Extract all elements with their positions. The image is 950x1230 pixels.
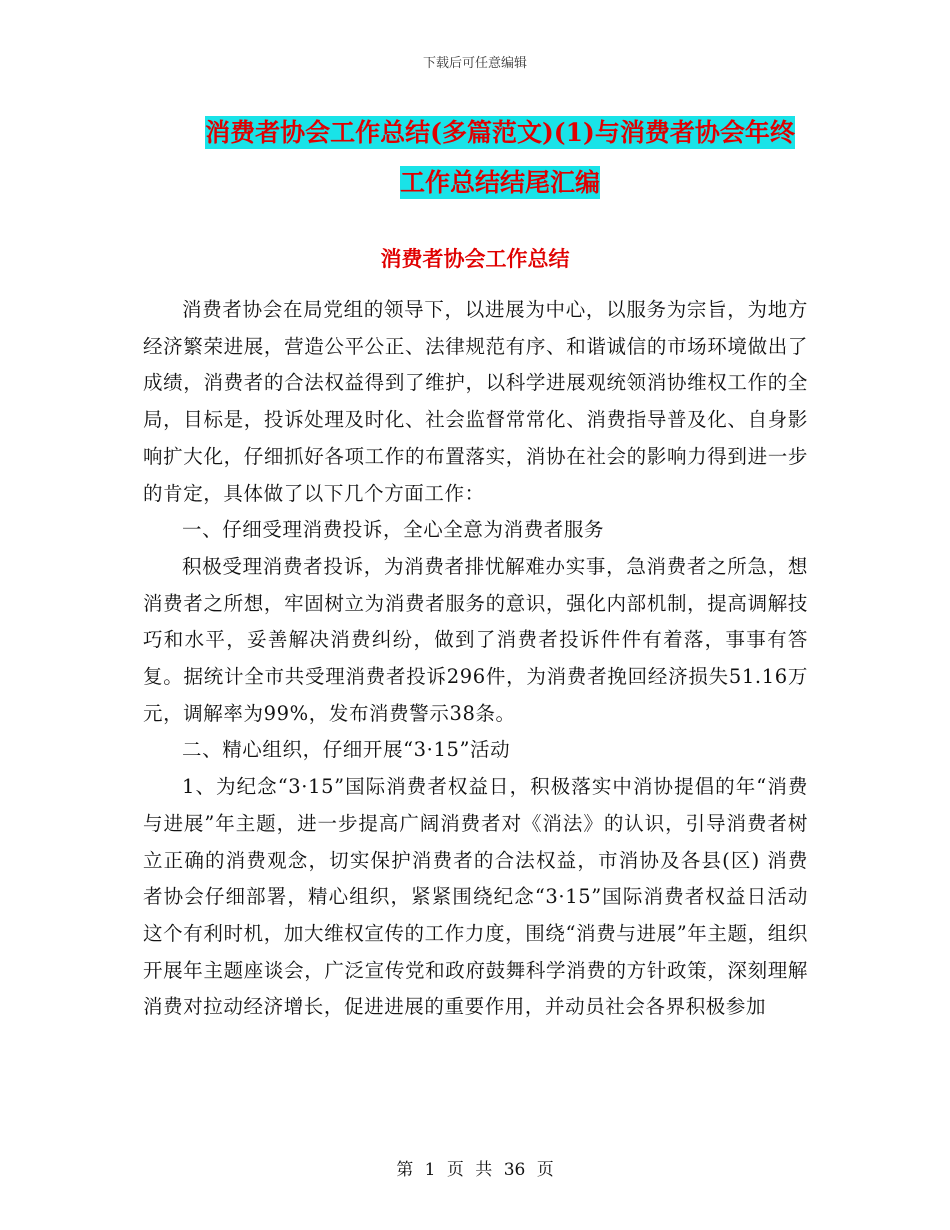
page-footer: 第 1 页 共 36 页 [396,1160,554,1180]
paragraph-315-activity: 1、为纪念“3·15”国际消费者权益日，积极落实中消协提倡的年“消费与进展”年主题，进一步提高广阔消费者对《消法》的认识，引导消费者树立正确的消费观念，切实保护消费者的合法权益，市消协及各县(区) 消费者协会仔细部署，精心组织，紧紧围绕纪念“3·15”国际消费者权益日活动这个有利时机，加大维权宣传的工作力度，围绕“消费与进展”年主题，组织开展年主题座谈会，广泛宣传党和政府鼓舞科学消费的方针政策，深刻理解消费对拉动经济增长，促进进展的重要作用，并动员社会各界积极参加 [143,775,808,1019]
paragraph-heading-2: 二、精心组织，仔细开展“3·15”活动 [182,738,511,762]
header-note: 下载后可任意编辑 [422,56,527,71]
document-title [140,108,860,208]
document-title-line-2: 工作总结结尾汇编 [399,168,600,197]
document-body [143,292,808,1026]
document-title-line-1: 消费者协会工作总结(多篇范文)(1)与消费者协会年终 [205,118,795,147]
paragraph-complaints: 积极受理消费者投诉，为消费者排忧解难办实事，急消费者之所急，想消费者之所想，牢固树立为消费者服务的意识，强化内部机制，提高调解技巧和水平，妥善解决消费纠纷，做到了消费者投诉件件有着落，事事有答复。据统计全市共受理消费者投诉296件，为消费者挽回经济损失51.16万元，调解率为99%，发布消费警示38条。 [143,554,808,725]
paragraph-intro: 消费者协会在局党组的领导下，以进展为中心，以服务为宗旨，为地方经济繁荣进展，营造公平公正、法律规范有序、和谐诚信的市场环境做出了成绩，消费者的合法权益得到了维护，以科学进展观统领消协维权工作的全局，目标是，投诉处理及时化、社会监督常常化、消费指导普及化、自身影响扩大化，仔细抓好各项工作的布置落实，消协在社会的影响力得到进一步的肯定，具体做了以下几个方面工作： [143,298,808,505]
paragraph-heading-1: 一、仔细受理消费投诉，全心全意为消费者服务 [182,518,605,542]
section-heading: 消费者协会工作总结 [380,246,570,271]
